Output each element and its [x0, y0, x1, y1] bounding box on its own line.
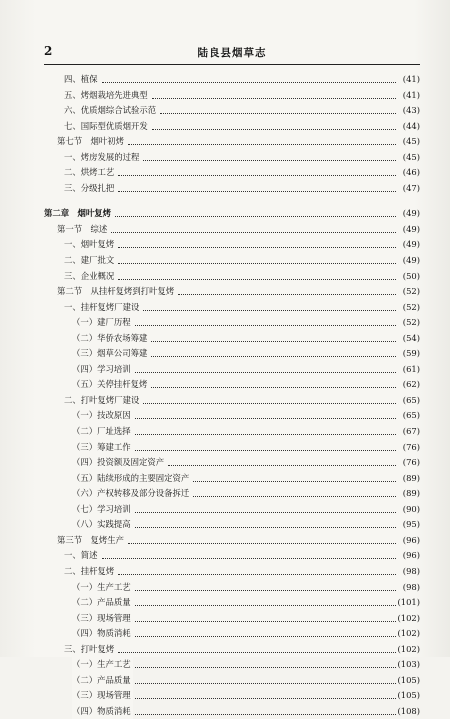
toc-entry — [44, 237, 420, 253]
dot-leader — [151, 377, 396, 393]
toc-entry-title: （五）陆续形成的主要固定资产 — [72, 471, 191, 487]
dot-leader — [115, 206, 396, 222]
dot-leader — [143, 393, 396, 409]
toc-entry — [44, 165, 420, 181]
toc-entry — [44, 611, 420, 627]
toc-entry-title: 一、烤房发展的过程 — [64, 150, 141, 166]
toc-entry-page: (108) — [397, 705, 420, 716]
toc-entry-page: (105) — [397, 690, 420, 701]
dot-leader — [135, 440, 396, 456]
toc-entry — [44, 408, 420, 424]
toc-entry-page: (41) — [402, 74, 420, 84]
toc-entry — [44, 315, 420, 331]
toc-entry-page: (76) — [402, 457, 420, 468]
toc-entry-page: (61) — [402, 363, 420, 374]
toc-entry-title: 三、打叶复烤 — [64, 642, 116, 658]
toc-entry-page: (76) — [402, 441, 420, 452]
dot-leader — [152, 88, 396, 104]
toc-entry-page: (54) — [402, 332, 420, 343]
toc-entry-title: （一）建厂历程 — [72, 315, 133, 331]
toc-entry — [44, 688, 420, 704]
toc-entry — [44, 103, 420, 119]
toc-entry-page: (52) — [402, 317, 420, 328]
toc-entry-title: （四）投资额及固定资产 — [72, 455, 166, 471]
toc-entry — [44, 517, 420, 533]
toc-entry-page: (65) — [402, 410, 420, 421]
running-header — [44, 44, 420, 65]
toc-entry-page: (103) — [397, 659, 420, 670]
toc-entry — [44, 181, 420, 197]
toc-entry-title: 第二章 烟叶复烤 — [44, 206, 113, 222]
toc-entry — [44, 455, 420, 471]
dot-leader — [151, 346, 396, 362]
dot-leader — [102, 72, 396, 88]
toc-entry-title: （五）关停挂杆复烤 — [72, 377, 149, 393]
toc-entry — [44, 300, 420, 316]
toc-entry-page: (96) — [402, 550, 420, 561]
toc-entry-title: （一）生产工艺 — [72, 657, 133, 673]
toc-chapter-entry — [44, 206, 420, 222]
dot-leader — [135, 688, 396, 704]
dot-leader — [193, 486, 396, 502]
toc-entry-title: 一、简述 — [64, 548, 100, 564]
toc-entry-title: （四）物质消耗 — [72, 626, 133, 642]
toc-entry-page: (49) — [402, 255, 420, 266]
dot-leader — [118, 564, 396, 580]
dot-leader — [135, 657, 396, 673]
toc-entry-title: （七）学习培训 — [72, 502, 133, 518]
toc-entry-title: 一、烟叶复烤 — [64, 237, 116, 253]
toc-entry — [44, 346, 420, 362]
dot-leader — [135, 611, 396, 627]
toc-entry — [44, 580, 420, 596]
toc-section-entry — [44, 134, 420, 150]
toc-entry — [44, 595, 420, 611]
toc-section-entry — [44, 284, 420, 300]
toc-entry-page: (49) — [402, 239, 420, 250]
toc-entry-page: (45) — [402, 151, 420, 162]
toc-entry-title: （三）现场管理 — [72, 611, 133, 627]
toc-entry-page: (49) — [402, 208, 420, 219]
toc-entry-title: 第二节 从挂杆复烤到打叶复烤 — [57, 284, 176, 300]
toc-entry-title: （八）实践提高 — [72, 517, 133, 533]
toc-entry-page: (67) — [402, 426, 420, 437]
toc-entry-page: (49) — [402, 223, 420, 234]
toc-entry-title: （二）产品质量 — [72, 595, 133, 611]
toc-entry-page: (43) — [402, 105, 420, 116]
book-title: 陆良县烟草志 — [197, 47, 267, 59]
toc-entry-title: （六）产权转移及部分设备拆迁 — [72, 486, 191, 502]
toc-entry-page: (89) — [402, 472, 420, 483]
toc-entry-page: (52) — [402, 286, 420, 297]
toc-entry-page: (101) — [397, 597, 420, 608]
dot-leader — [135, 704, 396, 719]
dot-leader — [102, 548, 396, 564]
toc-entry-title: 二、打叶复烤厂建设 — [64, 393, 141, 409]
toc-entry — [44, 642, 420, 658]
toc-entry-title: 二、挂杆复烤 — [64, 564, 116, 580]
toc-entry-page: (50) — [402, 270, 420, 281]
toc-entry-page: (96) — [402, 534, 420, 545]
dot-leader — [111, 222, 396, 238]
toc-entry — [44, 362, 420, 378]
toc-entry-page: (89) — [402, 488, 420, 499]
toc-entry-title: 三、企业概况 — [64, 269, 116, 285]
toc-entry — [44, 657, 420, 673]
toc-entry-page: (95) — [402, 519, 420, 530]
dot-leader — [135, 580, 396, 596]
toc-entry-page: (41) — [402, 89, 420, 100]
toc-entry — [44, 331, 420, 347]
toc-entry-title: 二、烘烤工艺 — [64, 165, 116, 181]
toc-entry-title: 七、国际型优质烟开发 — [64, 119, 150, 135]
toc-entry-page: (52) — [402, 301, 420, 312]
dot-leader — [143, 150, 396, 166]
toc-entry-page: (65) — [402, 394, 420, 405]
toc-entry-title: （四）物质消耗 — [72, 704, 133, 719]
toc-entry-title: 二、建厂批文 — [64, 253, 116, 269]
dot-leader — [118, 269, 396, 285]
page-number: 2 — [44, 44, 53, 58]
dot-leader — [135, 517, 396, 533]
toc-entry-page: (59) — [402, 348, 420, 359]
toc-entry-page: (102) — [397, 628, 420, 639]
dot-leader — [152, 119, 396, 135]
toc-entry-page: (102) — [397, 612, 420, 623]
toc-entry-title: （三）筹建工作 — [72, 440, 133, 456]
dot-leader — [160, 103, 396, 119]
dot-leader — [135, 626, 396, 642]
toc-entry-page: (45) — [402, 136, 420, 147]
toc-entry — [44, 440, 420, 456]
dot-leader — [143, 300, 396, 316]
dot-leader — [135, 424, 396, 440]
dot-leader — [135, 408, 396, 424]
toc-entry — [44, 253, 420, 269]
toc-entry-page: (47) — [402, 182, 420, 193]
dot-leader — [178, 284, 396, 300]
toc-entry-page: (44) — [402, 120, 420, 131]
toc-entry-title: 第三节 复烤生产 — [57, 533, 126, 549]
toc-entry-title: （二）厂址选择 — [72, 424, 133, 440]
dot-leader — [135, 362, 396, 378]
table-of-contents — [44, 72, 420, 719]
toc-entry-title: （一）生产工艺 — [72, 580, 133, 596]
toc-entry — [44, 150, 420, 166]
toc-entry-title: 三、分级扎把 — [64, 181, 116, 197]
toc-entry — [44, 393, 420, 409]
dot-leader — [151, 331, 396, 347]
toc-entry-page: (90) — [402, 503, 420, 514]
dot-leader — [118, 237, 396, 253]
toc-entry-title: （二）产品质量 — [72, 673, 133, 689]
toc-entry-page: (62) — [402, 379, 420, 390]
toc-entry — [44, 704, 420, 719]
toc-entry — [44, 269, 420, 285]
dot-leader — [135, 673, 396, 689]
toc-section-entry — [44, 222, 420, 238]
toc-entry-title: 第一节 综述 — [57, 222, 109, 238]
toc-entry-title: （三）现场管理 — [72, 688, 133, 704]
dot-leader — [135, 315, 396, 331]
toc-section-entry — [44, 533, 420, 549]
dot-leader — [193, 471, 396, 487]
toc-entry-page: (98) — [402, 581, 420, 592]
dot-leader — [118, 253, 396, 269]
dot-leader — [128, 134, 396, 150]
toc-entry-page: (105) — [397, 674, 420, 685]
dot-leader — [135, 595, 396, 611]
toc-entry — [44, 486, 420, 502]
toc-entry-title: 六、优质烟综合试验示范 — [64, 103, 158, 119]
dot-leader — [128, 533, 396, 549]
toc-entry-title: （一）技改原因 — [72, 408, 133, 424]
toc-entry — [44, 471, 420, 487]
toc-entry-title: （四）学习培训 — [72, 362, 133, 378]
dot-leader — [118, 642, 396, 658]
toc-entry-page: (46) — [402, 167, 420, 178]
toc-entry-title: 第七节 烟叶初烤 — [57, 134, 126, 150]
toc-entry-title: 四、植保 — [64, 72, 100, 88]
toc-entry — [44, 377, 420, 393]
toc-entry — [44, 673, 420, 689]
toc-entry — [44, 424, 420, 440]
dot-leader — [168, 455, 396, 471]
toc-entry-title: （二）华侨农场筹建 — [72, 331, 149, 347]
toc-entry — [44, 548, 420, 564]
toc-entry-title: （三）烟草公司筹建 — [72, 346, 149, 362]
toc-entry-page: (102) — [397, 643, 420, 654]
toc-entry — [44, 88, 420, 104]
toc-entry — [44, 564, 420, 580]
toc-entry — [44, 119, 420, 135]
toc-entry-title: 五、烤烟栽培先进典型 — [64, 88, 150, 104]
toc-entry-page: (98) — [402, 565, 420, 576]
toc-entry-title: 一、挂杆复烤厂建设 — [64, 300, 141, 316]
toc-entry — [44, 502, 420, 518]
dot-leader — [118, 181, 396, 197]
dot-leader — [135, 502, 396, 518]
toc-entry — [44, 72, 420, 88]
dot-leader — [118, 165, 396, 181]
toc-entry — [44, 626, 420, 642]
